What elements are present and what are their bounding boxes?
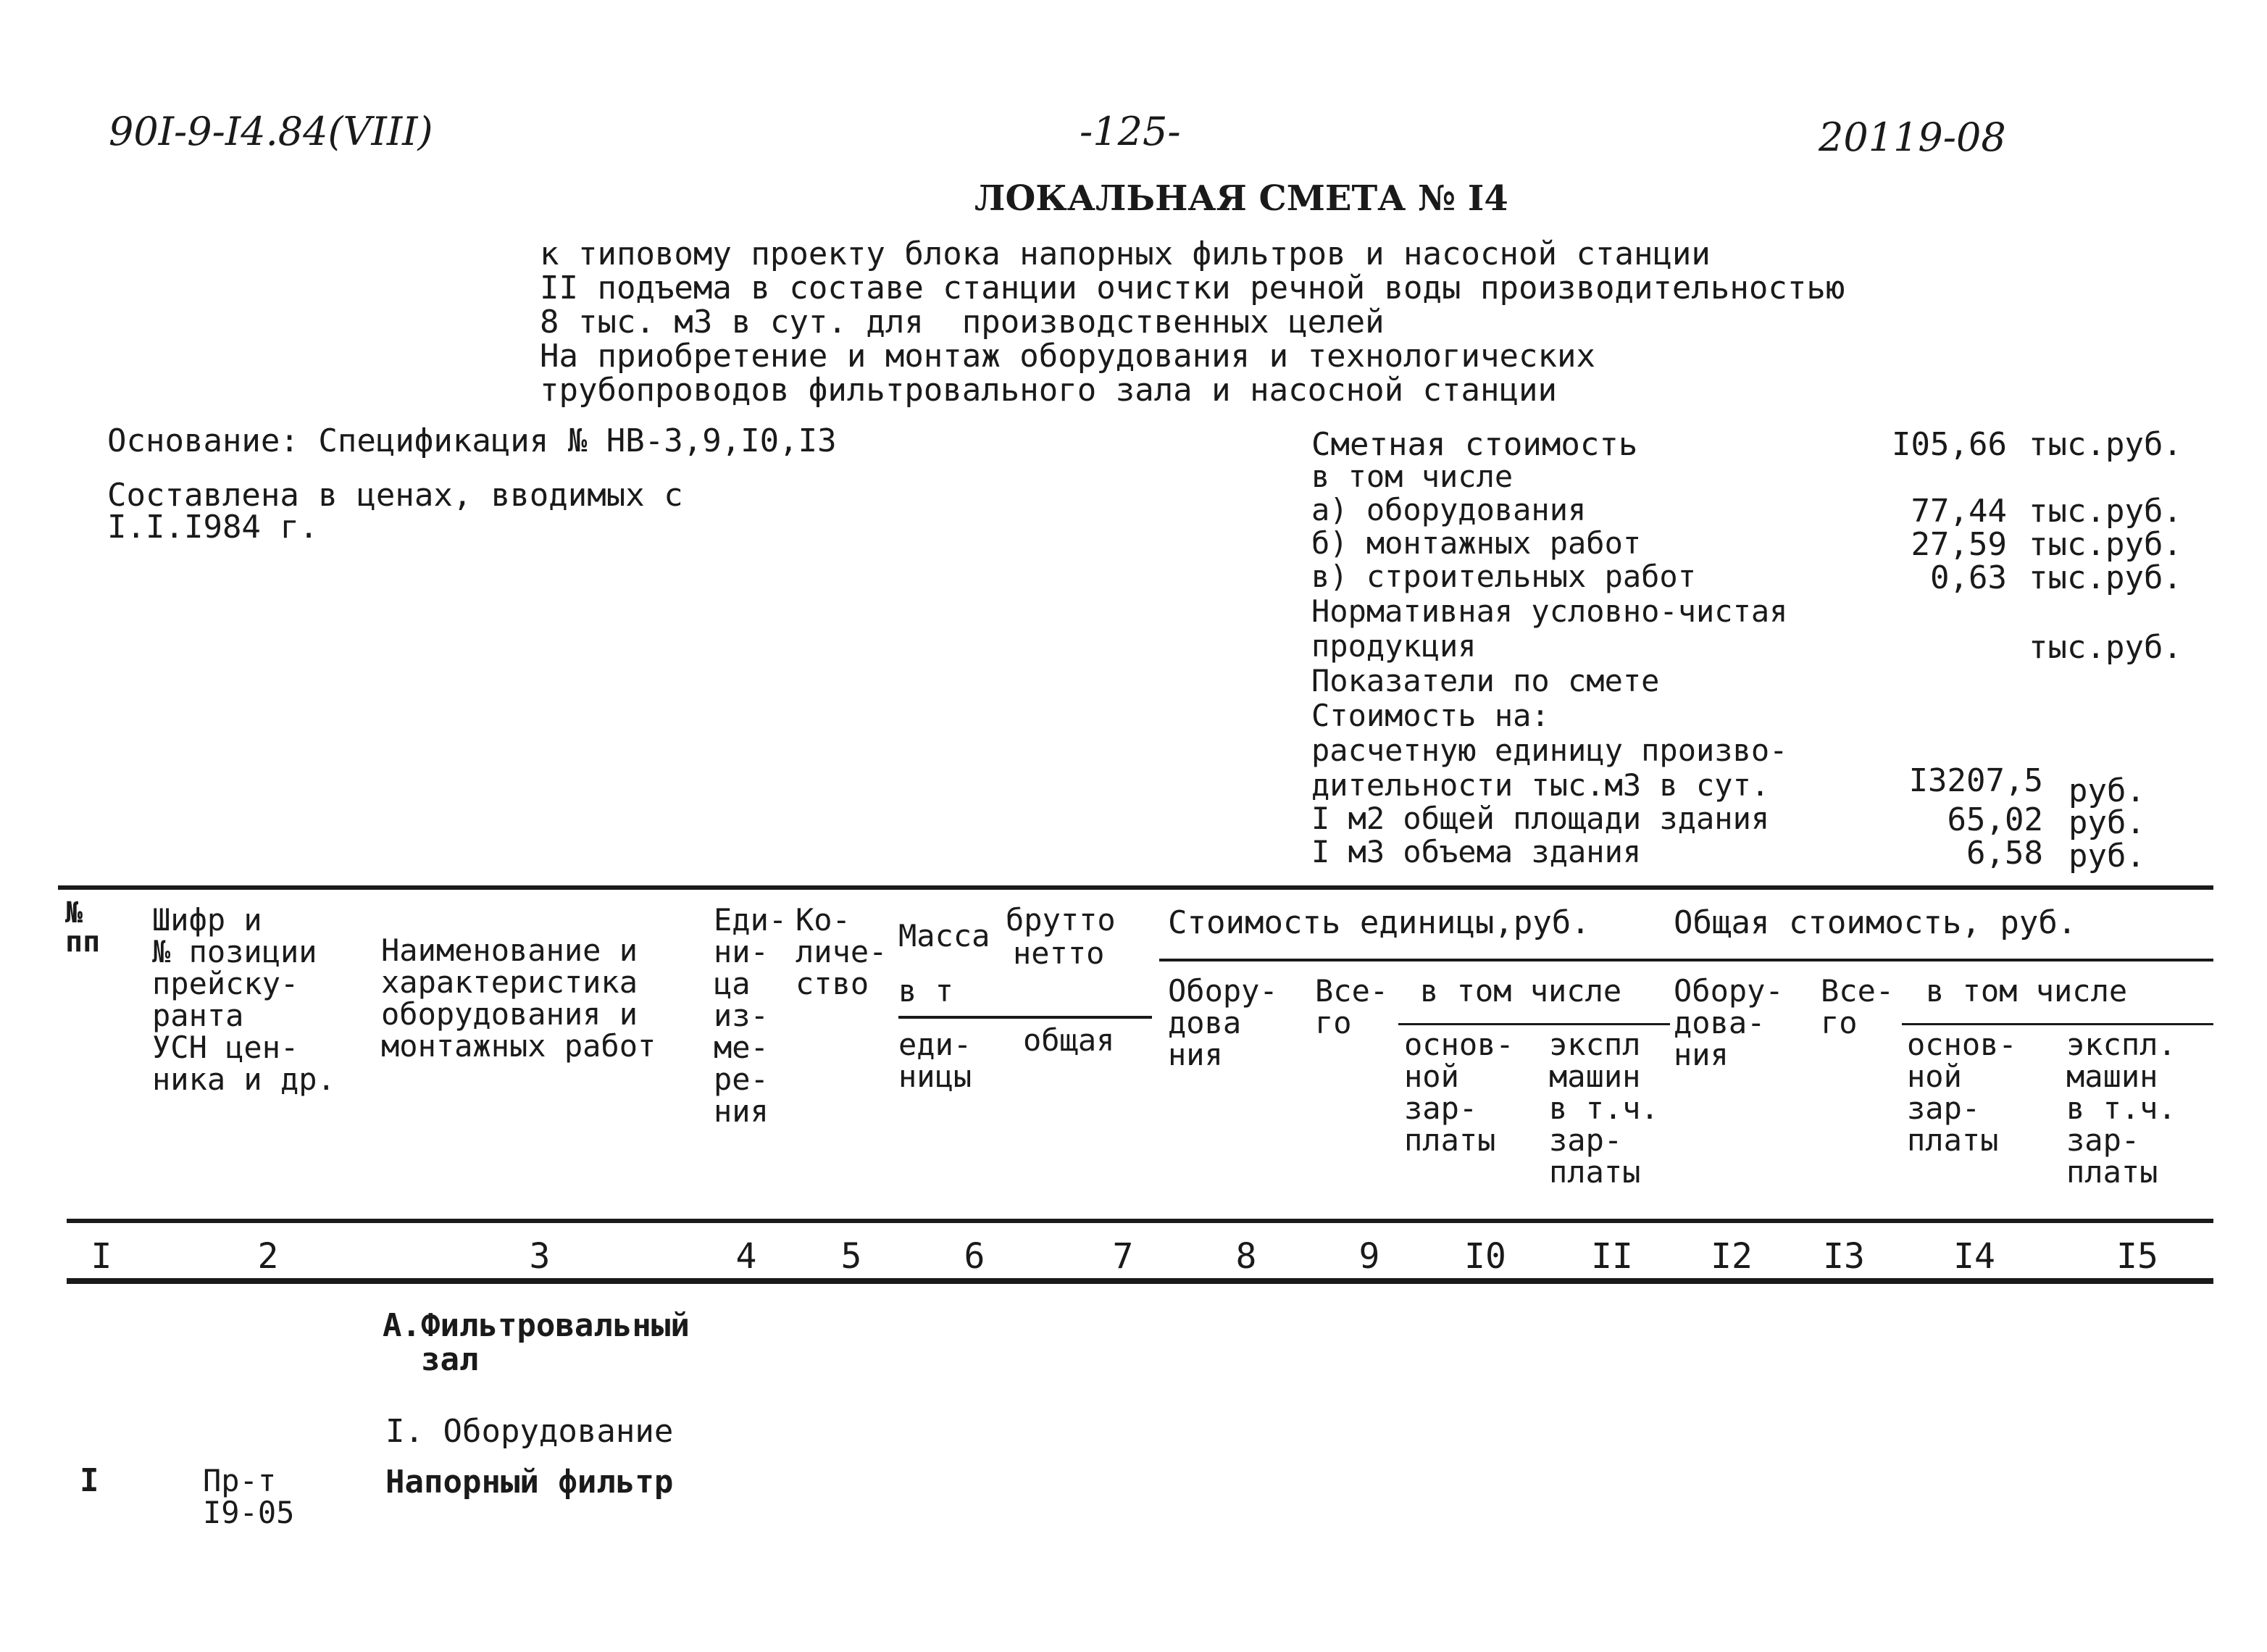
header-unit-mass: еди- ницы <box>898 1027 972 1094</box>
column-number: I5 <box>2116 1236 2158 1277</box>
column-number: 5 <box>840 1236 862 1277</box>
row-name: Напорный фильтр <box>385 1464 674 1501</box>
subtitle-line: трубопроводов фильтровального зала и насосной станции <box>540 372 1557 409</box>
subtitle-line: к типовому проекту блока напорных фильтров и насосной станции <box>540 235 1711 272</box>
basis-text: Основание: Спецификация № НВ-3,9,I0,I3 <box>107 422 837 459</box>
cost-unit: тыс.руб. <box>2029 426 2182 463</box>
header-netto: нетто <box>1013 935 1105 971</box>
cost-label: I м2 общей площади здания <box>1311 801 1770 836</box>
cost-unit: руб. <box>2068 772 2145 809</box>
cost-label: I м3 объема здания <box>1311 834 1642 869</box>
cost-label: б) монтажных работ <box>1311 525 1642 561</box>
column-number: II <box>1591 1236 1633 1277</box>
column-number: 3 <box>529 1236 551 1277</box>
cost-label: Сметная стоимость <box>1311 426 1638 463</box>
column-number: I2 <box>1711 1236 1753 1277</box>
cost-value: 27,59 <box>1911 526 2007 563</box>
header-machines-2: экспл. машин в т.ч. зар- платы <box>2066 1027 2176 1190</box>
cost-value: I05,66 <box>1892 426 2007 463</box>
column-number: I3 <box>1823 1236 1865 1277</box>
header-total-2: Все- го <box>1821 973 1895 1040</box>
header-bottom-rule <box>67 1219 2213 1223</box>
header-including-2: в том числе <box>1926 973 2128 1009</box>
page-number: -125- <box>1080 109 1181 154</box>
incl-rule-2 <box>1902 1023 2213 1025</box>
column-number: 2 <box>257 1236 279 1277</box>
column-number: 6 <box>964 1236 985 1277</box>
header-mass: Масса <box>898 918 990 954</box>
cost-value: 0,63 <box>1930 559 2007 596</box>
document-title: ЛОКАЛЬНАЯ СМЕТА № I4 <box>974 178 1508 219</box>
header-total-mass: общая <box>1023 1022 1115 1058</box>
inventory-number: 20119-08 <box>1819 114 2006 160</box>
cost-label: расчетную единицу произво- <box>1311 733 1788 768</box>
cost-label: в) строительных работ <box>1311 559 1697 594</box>
document-code: 90I-9-I4.84(VIII) <box>109 109 433 154</box>
cost-value: 77,44 <box>1911 493 2007 530</box>
column-number-rule <box>67 1278 2213 1284</box>
row-code: Пр-т I9-05 <box>203 1463 295 1530</box>
column-number: I0 <box>1464 1236 1506 1277</box>
header-brutto: брутто <box>1006 902 1116 938</box>
cost-value: 65,02 <box>1947 801 2043 838</box>
cost-label: Стоимость на: <box>1311 698 1550 733</box>
subtitle-line: 8 тыс. м3 в сут. для производственных целей <box>540 304 1385 341</box>
cost-unit: руб. <box>2068 838 2145 875</box>
header-quantity: Ко- личе- ство <box>796 902 888 1001</box>
column-number: 8 <box>1235 1236 1257 1277</box>
header-machines: экспл машин в т.ч. зар- платы <box>1549 1027 1659 1190</box>
cost-value: 6,58 <box>1966 835 2043 872</box>
table-top-rule <box>58 885 2213 890</box>
cost-unit: руб. <box>2068 804 2145 841</box>
header-including: в том числе <box>1420 973 1622 1009</box>
header-total: Все- го <box>1315 973 1389 1040</box>
column-number: I4 <box>1953 1236 1995 1277</box>
header-unit: Еди- ни- ца из- ме- ре- ния <box>714 902 788 1129</box>
header-name: Наименование и характеристика оборудования и монтажных работ <box>381 933 656 1064</box>
cost-header-rule <box>1159 959 2213 961</box>
cost-label: продукция <box>1311 628 1477 664</box>
subsection-heading: I. Оборудование <box>385 1413 674 1450</box>
column-number: 9 <box>1358 1236 1380 1277</box>
header-in-t: в т <box>898 973 953 1009</box>
cost-label: Показатели по смете <box>1311 663 1660 698</box>
cost-label: Нормативная условно-чистая <box>1311 593 1788 629</box>
header-base-pay-2: основ- ной зар- платы <box>1907 1027 2017 1158</box>
subtitle-line: II подъема в составе станции очистки речной воды производительностью <box>540 270 1845 306</box>
header-equipment: Обору- дова ния <box>1168 973 1278 1072</box>
cost-label: в том числе <box>1311 459 1514 494</box>
subtitle-line: На приобретение и монтаж оборудования и технологических <box>540 338 1595 375</box>
prices-line: I.I.I984 г. <box>107 509 319 546</box>
cost-label: а) оборудования <box>1311 492 1587 527</box>
column-number: 7 <box>1112 1236 1134 1277</box>
cost-unit: тыс.руб. <box>2029 526 2182 563</box>
mass-rule <box>898 1016 1152 1019</box>
section-heading: А.Фильтровальный зал <box>383 1307 690 1378</box>
header-base-pay: основ- ной зар- платы <box>1404 1027 1514 1158</box>
cost-unit: тыс.руб. <box>2029 493 2182 530</box>
cost-value: I3207,5 <box>1908 762 2043 799</box>
header-code: Шифр и № позиции прейску- ранта УСН цен- ника и др. <box>152 902 335 1097</box>
header-equipment-total: Обору- дова- ния <box>1674 973 1784 1072</box>
header-total-cost: Общая стоимость, руб. <box>1674 904 2077 941</box>
row-number: I <box>80 1462 99 1499</box>
cost-label: дительности тыс.м3 в сут. <box>1311 767 1770 803</box>
column-number: 4 <box>735 1236 757 1277</box>
header-number: № пп <box>65 896 101 959</box>
prices-line: Составлена в ценах, вводимых с <box>107 477 683 514</box>
cost-unit: тыс.руб. <box>2029 559 2182 596</box>
column-number: I <box>91 1236 112 1277</box>
header-unit-cost: Стоимость единицы,руб. <box>1168 904 1590 941</box>
incl-rule-1 <box>1398 1023 1670 1025</box>
cost-unit: тыс.руб. <box>2029 629 2182 666</box>
